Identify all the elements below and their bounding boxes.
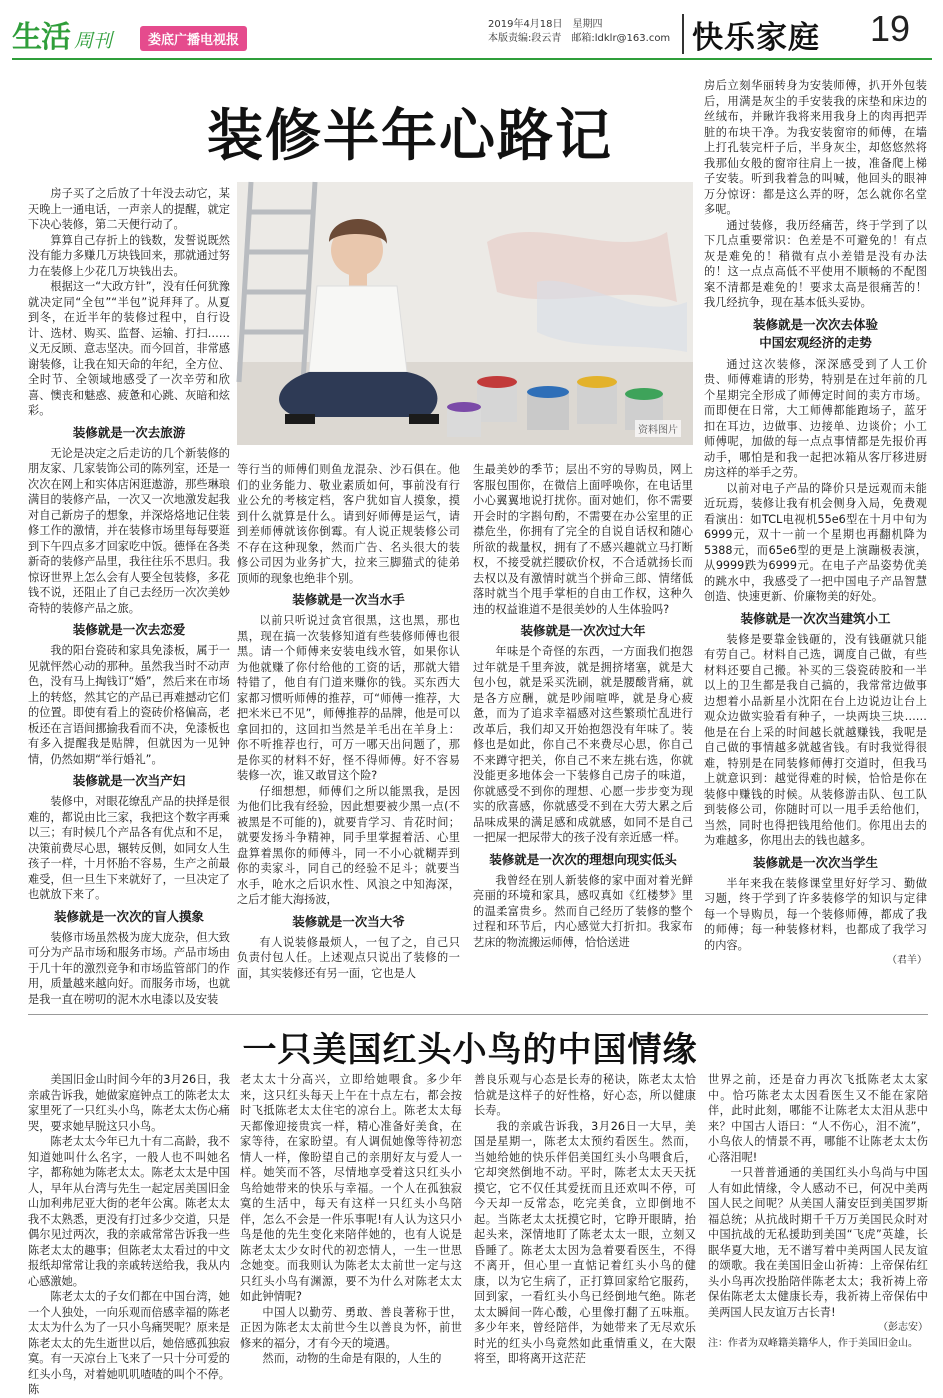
author-signature: （君羊） bbox=[887, 955, 927, 966]
author-signature: （彭志安） bbox=[878, 1322, 928, 1333]
paragraph: 以前只听说过贪官很黑，这也黑，那也黑，现在搞一次装修知道有些装修师傅也很黑。请一个师傅来安装电线水管，如果你认为他就赚了你付给他的工资的话，那就大错特错了，他自有门道来赚你的钱。买东西大家都习惯听师傅的推荐，可“师傅一推荐，大把米米已不见”，师傅推荐的品牌，他是可以拿回扣的，这回扣当然是羊毛出在羊身上：你不听推荐也行，可万一哪天出问题了，那是你买的材料不好，怪不得师傅。好不容易装修一次，谁又敢冒这个险? bbox=[237, 614, 460, 782]
paragraph: 善良乐观与心态是长寿的秘诀，陈老太太恰恰就是这样子的好性格，好心态，所以健康长寿。 bbox=[474, 1073, 696, 1117]
subheading: 装修就是一次次当学生 bbox=[752, 854, 878, 870]
brand-main: 生活 bbox=[12, 20, 70, 55]
subheading: 装修就是一次次的理想向现实低头 bbox=[489, 851, 677, 867]
masthead-rule bbox=[12, 58, 932, 60]
subheading-line: 装修就是一次次去体验 bbox=[752, 316, 878, 332]
paragraph: 房后立刻华丽转身为安装师傅，扒开外包装后，用满是灰尘的手安装我的床垫和床边的丝绒布，并瞅许我将来用我身上的肉再把弄脏的布块干净。为我安装窗帘的师傅，在墙上打孔装完杆子后，半身灰尘，却悠悠然将我那仙女般的窗帘往肩上一披，准备爬上梯子安装。听到我着急的叫喊，他回头的眼神万分惊讶：都是这么弄的呀，怎么就你名堂多呢。 bbox=[704, 79, 927, 216]
paragraph: 装修是要靠金钱砸的，没有钱砸就只能有劳自己。材料自己选，调度自己做，有些材料还要自己搬。补买的三袋瓷砖胶和一半以上的卫生都是我自己搞的，我常常边做事边想着小品新星小沈阳在台上边说边让台上观众边做实验看有种子，一块两块三块……他是在台上采的时间越长就越赚钱，我呢是自己做的事情越多就越省钱。有时我觉得很难，特别是在同装修师傅打交道时，但我马上就意识到：越觉得难的时候，恰恰是你在装修中赚钱的时候。从装修游击队、包工队到装修公司，你随时可以一甩手丢给他们，当然，同时也得把钱甩给他们。你甩出去的为难越多，你甩出去的钱也越多。 bbox=[704, 632, 927, 847]
brand-sub: 周刊 bbox=[74, 30, 113, 52]
article1-column-3 bbox=[473, 462, 693, 1008]
paragraph: 算算自己存折上的钱数，发誓说既然没有能力多赚几万块钱回来，那就通过努力在装修上少花几万块钱出去。 bbox=[28, 233, 230, 278]
paragraph: 我的亲戚告诉我，3月26日一大早，美国是星期一，陈老太太预约看医生。然而，当她给她的快乐伴侣美国红头小鸟喂食后，它却突然倒地不动。平时，陈老太太天天抚摸它，它不仅任其爱抚而且还欢叫不停，可今天却一反常态，吃完美食，立即倒地不起。当陈老太太抚摸它时，它睁开眼睛，抬起头来，深情地盯了陈老太太一眼，立刻又昏睡了。陈老太太因为急着要看医生，不得不离开，但心里一直惦记着红头小鸟的健康，以为它生病了，正打算回家给它服药，回到家，一看红头小鸟已经倒地气绝。陈老太太瞬间一阵心酸，心里像打翻了五味瓶。多少年来，曾经陪伴，为她带来了无尽欢乐时光的红头小鸟竟然如此重情重义，在大限将至，即将离开这茫茫 bbox=[474, 1119, 696, 1365]
paragraph: 半年来我在装修课堂里好好学习、勤做习题，终于学到了许多装修学的知识与定律每一个导购员，每一个装修师傅，都成了我的师傅；每一种装修材料，也都成了我学习的内容。 bbox=[704, 876, 927, 952]
paragraph: 一只普普通通的美国红头小鸟尚与中国人有如此情缘，令人感动不已，何况中美两国人民之间呢？从美国人蒲安臣到美国罗斯福总统；从抗战时期千千万万美国民众时对中国抗战的无私援助到美国“飞虎”英雄，长眠华夏大地，无不谱写着中美两国人民友谊的颂歌。我在美国旧金山祈祷：上帝保佑红头小鸟再次投胎陪伴陈老太太；我祈祷上帝保佑陈老太太健康长寿，我祈祷上帝保佑中美两国人民友谊万古长青! bbox=[708, 1166, 928, 1319]
publisher-tag: 娄底广播电视报 bbox=[140, 26, 247, 51]
paragraph: 世界之前，还是奋力再次飞抵陈老太太家中。恰巧陈老太太因看医生又不能在家陪伴，此时此刻，哪能不让陈老太太泪从悲中来？中国古人语曰：“人不伤心，泪不流”，小鸟依人的情景不再，哪能不让陈老太太伤心落泪呢! bbox=[708, 1073, 928, 1164]
subheading: 装修就是一次次当建筑小工 bbox=[740, 610, 891, 626]
paragraph: 等行当的师傅们则鱼龙混杂、沙石俱在。他们的业务能力、敬业素质如何，事前没有行业公允的考核定档，客户犹如盲人摸象，摸到什么就算是什么。请到好师傅是运气，请到差师傅就该你倒霉。有人说正规装修公司不存在这种现象，然而广告、名头很大的装修公司因为业务扩大，拉来三脚猫式的徒弟顶师的现象也绝非个别。 bbox=[237, 463, 460, 585]
masthead bbox=[0, 0, 943, 62]
paragraph: 陈老太太的子女们都在中国台湾，她一个人独处，一向乐观而倍感幸福的陈老太太为什么为了一只小鸟痛哭呢？原来是陈老太太的先生逝世以后，她倍感孤独寂寞。有一天凉台上飞来了一只十分可爱的红头小鸟，对着她叽叽喳喳的叫个不停。陈 bbox=[28, 1290, 230, 1396]
editor-email: 邮箱:ldklr@163.com bbox=[571, 33, 671, 44]
subheading: 装修就是一次当大爷 bbox=[292, 913, 405, 929]
subheading: 装修就是一次去恋爱 bbox=[72, 622, 186, 637]
article1-photo bbox=[237, 182, 693, 445]
editor-credit: 本版责编:段云青 bbox=[488, 33, 562, 44]
article2-headline: 一只美国红头小鸟的中国情缘 bbox=[242, 1030, 698, 1070]
paragraph: 然而，动物的生命是有限的，人生的 bbox=[262, 1352, 442, 1365]
paragraph: 我曾经在别人新装修的家中面对着光鲜亮丽的环境和家具，感叹真如《红楼梦》里的温柔富贵乡。然而自己经历了装修的整个过程和环节后，内心感觉大打折扣。我家布艺床的物流搬运师傅，恰恰送进 bbox=[473, 873, 693, 949]
paragraph: 美国旧金山时间今年的3月26日，我亲戚告诉我，她做家庭钟点工的陈老太太家里死了一只红头小鸟，陈老太太伤心痛哭，要求她早脱这只小鸟。 bbox=[28, 1073, 230, 1133]
subheading: 装修就是一次次的盲人摸象 bbox=[53, 908, 204, 924]
author-note: 注：作者为双峰籍美籍华人，作于美国旧金山。 bbox=[708, 1337, 918, 1349]
paragraph: 装修中，对眼花缭乱产品的抉择是很难的，都说由比三家，我把这个数字再乘以三；有时候几个产品各有优点和不足，决策前费尽心思，辗转反侧，如同女人生孩子一样，十月怀胎不容易，生产之前最难受，但一旦生下来就好了，一旦决定了也就放下来了。 bbox=[28, 795, 230, 901]
article2-column-1 bbox=[28, 1072, 230, 1396]
subheading: 装修就是一次当水手 bbox=[292, 592, 405, 607]
woman-painting-illustration bbox=[237, 182, 693, 445]
paragraph: 仔细想想，师傅们之所以能黑我，是因为他们比我有经验，因此想要被少黑一点(不被黑是不可能的)，就要肯学习、肯花时间；就要发扬斗争精神，同手里掌握着活、心里盘算着黑你的师傅斗，同一不小心就糊弄到你的卖家斗，同自己的经验不足斗；就要当水手，呛水之后识水性、风浪之中知海深，之后才能大海扬波， bbox=[237, 784, 460, 906]
article2-column-3 bbox=[474, 1072, 696, 1380]
column-title: 快乐家庭 bbox=[692, 20, 820, 56]
paragraph: 老太太十分高兴，立即给她喂食。多少年来，这只红头每天上午在十点左右，都会按时飞抵陈老太太住宅的凉台上。陈老太太每天都像迎接贵宾一样，精心准备好美食，在家等待，在家盼望。有人调侃她像等待初恋情人一样，像盼望自己的亲朋好友与爱人一样。她笑而不答，尽情地享受着这只红头小鸟给她带来的快乐与幸福。一个人在孤独寂寞的生活中，每天有这样一只红头小鸟陪伴，怎么不会是一件乐事呢!有人认为这只小鸟是他的先生变化来陪伴她的，也有人说是陈老太太少女时代的初恋情人，一生一世思念她变。而我则认为陈老太太前世一定与这只红头小鸟有渊源，要不为什么对陈老太太如此钟情呢? bbox=[240, 1073, 462, 1303]
paragraph: 中国人以勤劳、勇敢、善良著称于世，正因为陈老太太前世今生以善良为怀，前世修来的福分，才有今天的境遇。 bbox=[240, 1305, 462, 1350]
paragraph: 年味是个奇怪的东西，一方面我们抱怨过年就是千里奔波，就是拥挤堵塞，就是大包小包，就是采买洗刷，就是腰酸背痛，就是各方应酬，就是吵闹喧哗，就是身心疲惫，而为了追求幸福感对这些繁琐忙乱进行改革后，我们却又开始抱怨没有年味了。装修也是如此，你自己不来费尽心思，你自己不来蹲守把关，你自己不来左挑右选，你就没能更多地体会一下装修自己房子的味道，你就感受不到你的理想、心愿一步步变为现实的欣喜感，你就感受不到在大劳大累之后品味成果的满足感和成就感，如同不是自己一把屎一把尿带大的孩子没有亲近感一样。 bbox=[473, 645, 693, 844]
subheading-line: 中国宏观经济的走势 bbox=[759, 334, 872, 350]
article2-column-2 bbox=[240, 1072, 462, 1380]
paragraph: 通过装修，我历经痛苦，终于学到了以下几点重要常识：色差是不可避免的！有点灰是难免的！稍微有点小差错是没有办法的！这一点点高低不平使用不顺畅的不配图案不清都是难免的！要求太高是很痛苦的！我几经抗争，现在基本低头妥协。 bbox=[704, 218, 927, 309]
paragraph: 陈老太太今年已九十有二高龄，我不知道她叫什么名字，一般人也不叫她名字，都称她为陈老太太。陈老太太是中国人，早年从台湾与先生一起定居美国旧金山加利弗尼亚大街的老年公寓。陈老太太我不太熟悉，更没有打过多少交道，只是偶尔见过两次，我的亲戚常常告诉我一些陈老太太的趣事；但陈老太太看过的中文报纸却常常让我的亲戚转送给我，我从内心感激她。 bbox=[28, 1135, 230, 1288]
issue-weekday: 星期四 bbox=[572, 19, 603, 30]
paragraph: 以前对电子产品的降价只是远观而未能近玩焉，装修让我有机会侧身入局，免费观看演出：如TCL电视机55e6型在十月中旬为6999元，双十一前一个星期也再翻机降为5388元，而65e6型的更是上演蹦极表演，从9999跌为6999元。在电子产品姿势优美的跳水中，我感受了一把中国电子产品智慧创造、快速更新、价廉物美的好处。 bbox=[704, 481, 927, 603]
article1-headline: 装修半年心路记 bbox=[207, 104, 613, 169]
article1-column-2 bbox=[237, 462, 460, 1008]
subheading: 装修就是一次次过大年 bbox=[520, 623, 646, 638]
subheading bbox=[704, 316, 927, 352]
article1-column-4 bbox=[704, 78, 927, 1008]
paragraph: 装修市场虽然极为庞大庞杂，但大致可分为产品市场和服务市场。产品市场由于几十年的激烈竞争和市场监管部门的作用，质量越来越向好。而服务市场，也就是我一直在唠叨的泥木水电漆以及安装 bbox=[28, 930, 230, 1006]
subheading: 装修就是一次去旅游 bbox=[72, 424, 186, 440]
page-number: 19 bbox=[870, 8, 911, 49]
masthead-divider bbox=[682, 14, 684, 54]
article1-column-1 bbox=[28, 186, 230, 1008]
article2-column-4 bbox=[708, 1072, 928, 1380]
paragraph: 根据这一“大政方针”，没有任何犹豫就决定同“全包”“半包”说拜拜了。从夏到冬，在近半年的装修过程中，自行设计、选材、购买、监督、运输、打扫……义无反顾、意志坚决。而今回首，非常感谢装修，让我在知天命的年纪，全方位、全时节、全领域地感受了一次辛劳和欣喜、懊丧和魅惑、疲惫和心跳、灰暗和炫彩。 bbox=[28, 280, 230, 417]
paragraph: 通过这次装修，深深感受到了人工价贵、师傅难请的形势，特别是在过年前的几个星期完全形成了师傅定时间的卖方市场。而即便在日常，大工师傅都能跑场子，蓝牙扣在耳边，边做事、边接单、边谈价；小工师傅呢，加做的每一点点事情都是先报价再动手，哪怕是和我一起把冰箱从客厅移进厨房这样的举手之劳。 bbox=[704, 357, 927, 479]
issue-info bbox=[488, 18, 670, 46]
paragraph: 房子买了之后放了十年没去动它，某天晚上一通电话，一声亲人的提醒，就定下决心装修，第二天便行动了。 bbox=[28, 187, 230, 231]
issue-date: 2019年4月18日 bbox=[488, 19, 563, 30]
photo-credit: 资料图片 bbox=[635, 420, 681, 437]
paragraph: 有人说装修最烦人，一包了之，自己只负责付包人任。上述观点只说出了装修的一面，其实装修还有另一面，它也是人 bbox=[237, 935, 460, 980]
paragraph: 无论是决定之后走访的几个新装修的朋友家、几家装饰公司的陈列室，还是一次次在网上和实体店闲逛遨游，那些琳琅满目的装修产品，一次又一次地激发起我对自己新房子的想象，并深烙烙地记住装修工作的激情，并在装修市场里每每要逛到下午四点多才回家吃中饭。德怿在各类新奇的装修产品里，我往往乐不思归。我惊讶世界上怎么会有人要全包装修，多花钱不说，还阻止了自己去经历一次次美妙奇特的装修产品之旅。 bbox=[28, 446, 230, 615]
subheading: 装修就是一次当产妇 bbox=[72, 773, 186, 788]
article-divider bbox=[28, 1014, 928, 1015]
paragraph: 我的阳台瓷砖和家具免漆板，属于一见就怦然心动的那种。虽然我当时不动声色，没有马上掏钱订“婚”，然后来在市场上的转悠，然其它的产品已再难撼动它们的位置。即使有看上的瓷砖价格偏高，老板还在言语间挪揄我看而不决，免漆板也有多入提醒我是贴牌，但就因为一见钟情，仍然如期“举行婚礼”。 bbox=[28, 644, 230, 766]
paragraph: 生最美妙的季节；层出不穷的导购员，网上客服包围你，在微信上面呼唤你，在电话里小心翼翼地说打扰你。面对她们，你不需要开会时的字斟句酌，不需要在办公室里的正襟危坐，你拥有了完全的自说自话权和随心所欲的裁量权，拥有了不感兴趣就立马打断权，不接受就拦腰砍价权，不合适就扬长而去权以及有激情时就当个拼命三郎、情绪低落时就当个甩手掌柜的自由工作权，这种久违的权益谁道不是很美妙的人生体验吗? bbox=[473, 463, 693, 616]
brand-logo bbox=[12, 12, 112, 56]
